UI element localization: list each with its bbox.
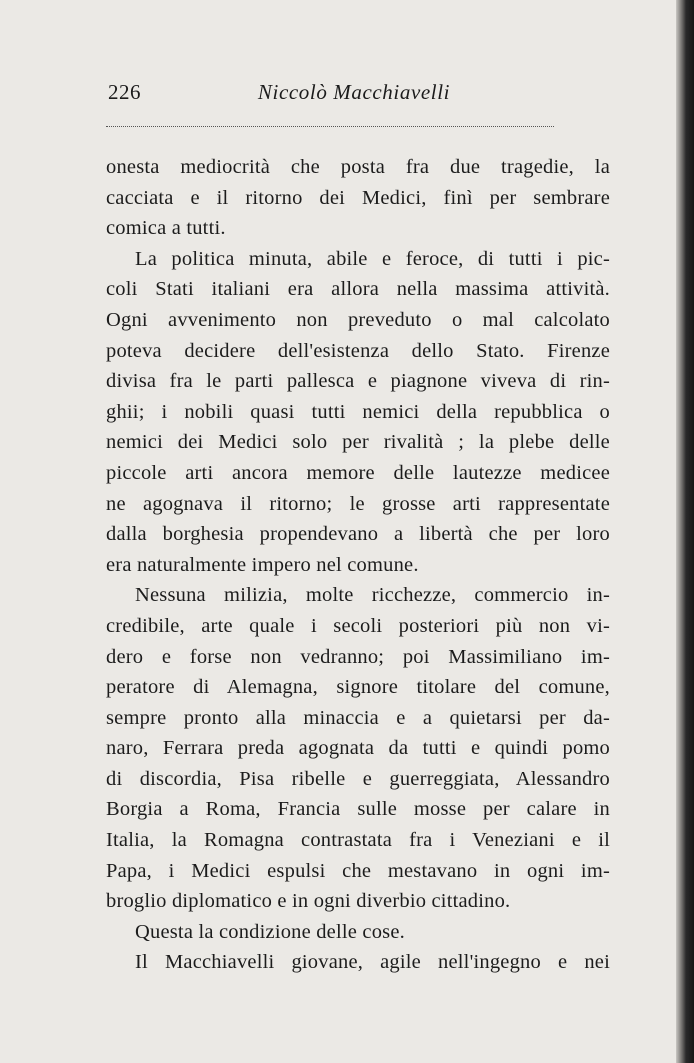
text-line: ghii; i nobili quasi tutti nemici della repubblica o xyxy=(106,400,610,423)
text-line: dalla borghesia propendevano a libertà che per loro xyxy=(106,523,610,546)
text-line: La politica minuta, abile e feroce, di tutti i pic- xyxy=(135,247,610,270)
text-line: divisa fra le parti pallesca e piagnone viveva di rin- xyxy=(106,370,610,393)
text-line: naro, Ferrara preda agognata da tutti e quindi pomo xyxy=(106,737,610,760)
book-spine-shadow xyxy=(676,0,694,1063)
text-line: poteva decidere dell'esistenza dello Stato. Firenze xyxy=(106,339,610,362)
text-line: dero e forse non vedranno; poi Massimiliano im- xyxy=(106,645,610,668)
text-line: nemici dei Medici solo per rivalità ; la plebe delle xyxy=(106,431,610,454)
text-line: piccole arti ancora memore delle lautezze medicee xyxy=(106,461,610,484)
text-line: Borgia a Roma, Francia sulle mosse per calare in xyxy=(106,798,610,821)
text-line: credibile, arte quale i secoli posteriori più non vi- xyxy=(106,614,610,637)
text-line: Papa, i Medici espulsi che mestavano in ogni im- xyxy=(106,859,610,882)
text-line: Ogni avvenimento non preveduto o mal calcolato xyxy=(106,308,610,331)
text-line: onesta mediocrità che posta fra due tragedie, la xyxy=(106,156,610,178)
text-line: Nessuna milizia, molte ricchezze, commercio in- xyxy=(135,584,610,607)
text-line: coli Stati italiani era allora nella massima attività. xyxy=(106,278,610,301)
text-line: comica a tutti. xyxy=(106,217,226,240)
header-rule xyxy=(106,126,554,127)
text-line: ne agognava il ritorno; le grosse arti rappresentate xyxy=(106,492,610,515)
text-line: cacciata e il ritorno dei Medici, finì per sembrare xyxy=(106,186,610,209)
text-line: broglio diplomatico e in ogni diverbio cittadino. xyxy=(106,890,511,913)
text-line: di discordia, Pisa ribelle e guerreggiata, Alessandro xyxy=(106,767,610,790)
body-text xyxy=(106,152,610,978)
text-line: era naturalmente impero nel comune. xyxy=(106,553,419,576)
text-line: Italia, la Romagna contrastata fra i Veneziani e il xyxy=(106,829,610,852)
text-line: peratore di Alemagna, signore titolare del comune, xyxy=(106,676,610,699)
text-line: Il Macchiavelli giovane, agile nell'ingegno e nei xyxy=(135,951,610,974)
text-line: sempre pronto alla minaccia e a quietarsi per da- xyxy=(106,706,610,729)
page-header xyxy=(108,80,560,110)
text-line: Questa la condizione delle cose. xyxy=(135,920,405,943)
running-title: Niccolò Macchiavelli xyxy=(257,80,451,104)
page-number: 226 xyxy=(108,80,141,104)
